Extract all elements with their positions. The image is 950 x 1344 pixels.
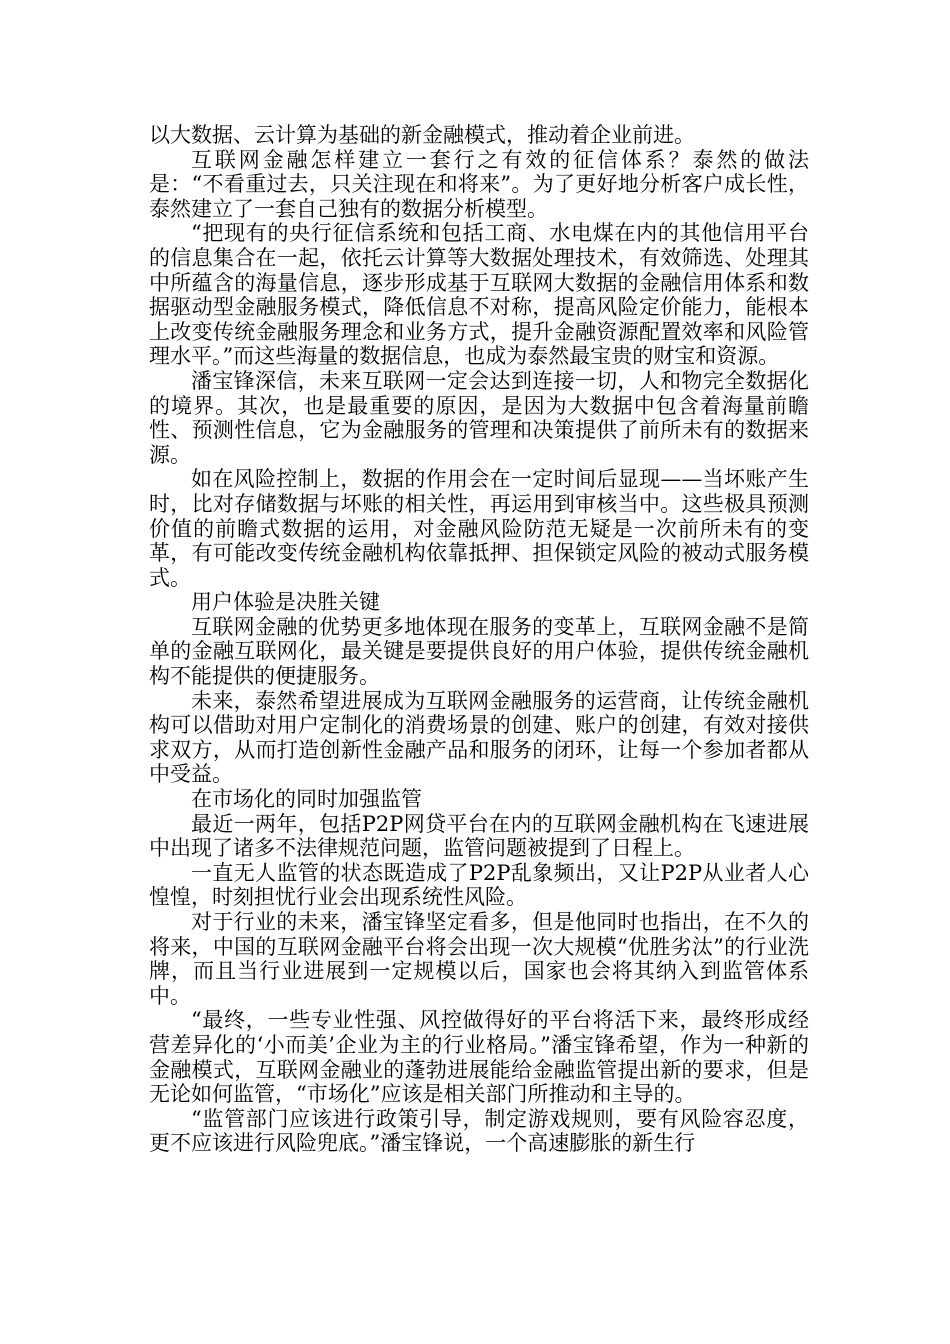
section-heading-regulation: 在市场化的同时加强监管 (191, 787, 422, 812)
paragraph-future-operator: 未来，泰然希望进展成为互联网金融服务的运营商，让传统金融机构可以借助对用户定制化的消费场景的创建、账户的创建，有效对接供求双方，从而打造创新性金融产品和服务的闭环，让每一个参加者都从中受益。 (149, 688, 809, 787)
paragraph-service-advantage: 互联网金融的优势更多地体现在服务的变革上，互联网金融不是简单的金融互联网化，最关键是要提供良好的用户体验，提供传统金融机构不能提供的便捷服务。 (149, 614, 809, 689)
paragraph-quote-data-integration: “把现有的央行征信系统和包括工商、水电煤在内的其他信用平台的信息集合在一起，依托云计算等大数据处理技术，有效筛选、处理其中所蕴含的海量信息，逐步形成基于互联网大数据的金融信用体系和数据驱动型金融服务模式，降低信息不对称，提高风险定价能力，能根本上改变传统金融服务理念和业务方式，提升金融资源配置效率和风险管理水平。”而这些海量的数据信息，也成为泰然最宝贵的财宝和资源。 (149, 221, 809, 369)
paragraph-industry-future: 对于行业的未来，潘宝锋坚定看多，但是他同时也指出，在不久的将来，中国的互联网金融平台将会出现一次大规模“优胜劣汰”的行业洗牌，而且当行业进展到一定规模以后，国家也会将其纳入到监管体系中。 (149, 910, 809, 1008)
paragraph-p2p-issues: 最近一两年，包括P2P网贷平台在内的互联网金融机构在飞速进展中出现了诸多不法律规范问题，监管问题被提到了日程上。 (149, 811, 809, 861)
article-body (149, 123, 809, 1156)
paragraph-unregulated-state: 一直无人监管的状态既造成了P2P乱象频出，又让P2P从业者人心惶惶，时刻担忧行业会出现系统性风险。 (149, 860, 809, 910)
paragraph-big-data-belief: 潘宝锋深信，未来互联网一定会达到连接一切，人和物完全数据化的境界。其次，也是最重要的原因，是因为大数据中包含着海量前瞻性、预测性信息，它为金融服务的管理和决策提供了前所未有的数据来源。 (149, 368, 809, 467)
paragraph-quote-survival: “最终，一些专业性强、风控做得好的平台将活下来，最终形成经营差异化的‘小而美’企业为主的行业格局。”潘宝锋希望，作为一种新的金融模式，互联网金融业的蓬勃进展能给金融监管提出新的要求，但是无论如何监管，“市场化”应该是相关部门所推动和主导的。 (149, 1008, 809, 1107)
paragraph-quote-policy: “监管部门应该进行政策引导，制定游戏规则，要有风险容忍度，更不应该进行风险兜底。”潘宝锋说，一个高速膨胀的新生行 (149, 1106, 809, 1156)
section-heading-user-experience: 用户体验是决胜关键 (191, 590, 380, 615)
paragraph-risk-control: 如在风险控制上，数据的作用会在一定时间后显现——当坏账产生时，比对存储数据与坏账的相关性，再运用到审核当中。这些极具预测价值的前瞻式数据的运用，对金融风险防范无疑是一次前所未有的变革，有可能改变传统金融机构依靠抵押、担保锁定风险的被动式服务模式。 (149, 467, 809, 590)
paragraph-continuation: 以大数据、云计算为基础的新金融模式，推动着企业前进。 (149, 123, 695, 147)
paragraph-credit-system: 互联网金融怎样建立一套行之有效的征信体系？泰然的做法是：“不看重过去，只关注现在和将来”。为了更好地分析客户成长性，泰然建立了一套自己独有的数据分析模型。 (149, 147, 809, 221)
